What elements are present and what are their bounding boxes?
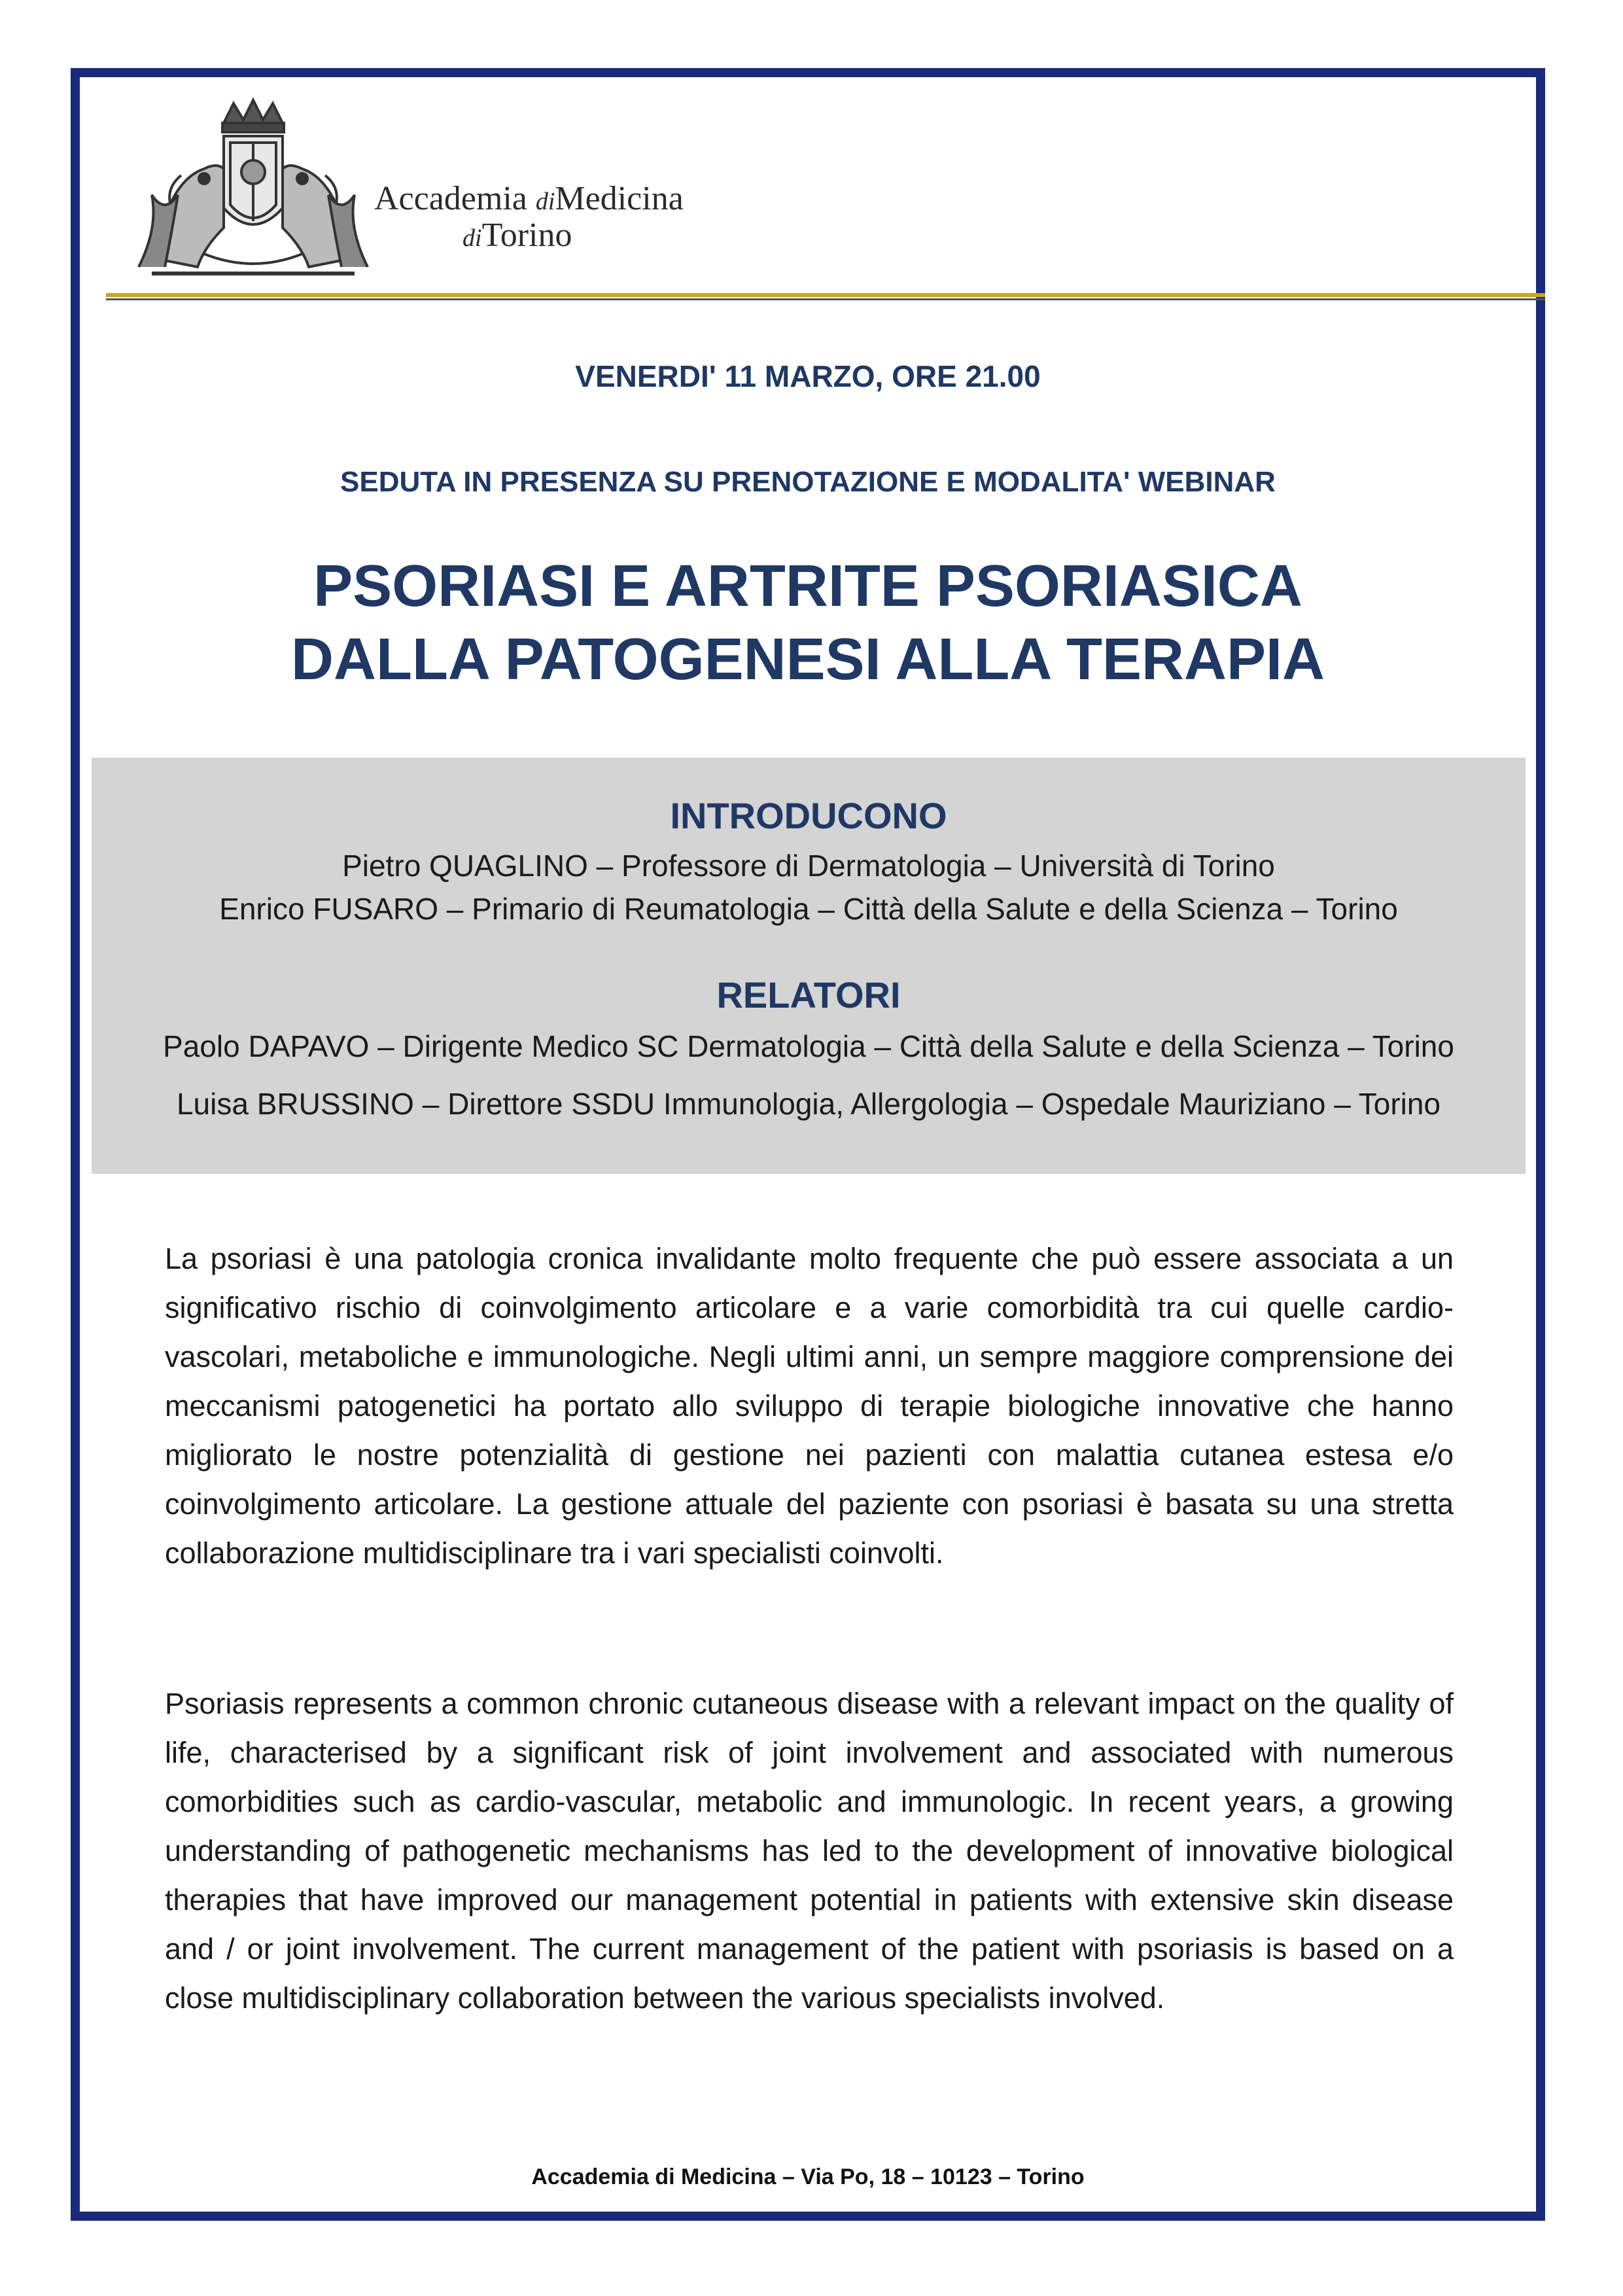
relatore-1: Paolo DAPAVO – Dirigente Medico SC Dermatologia – Città della Salute e della Scienza – Torino: [163, 1029, 1454, 1063]
logo-line-2: [462, 219, 684, 253]
logo-word-di: di: [535, 188, 555, 215]
abstract-english: Psoriasis represents a common chronic cutaneous disease with a relevant impact on the quality of life, characterised by a significant risk of joint involvement and associated with numerous comorbidities such as cardio-vascular, metabolic and immunologic. In recent years, a growing understanding of pathogenetic mechanisms has led to the development of innovative biological therapies that have improved our management potential in patients with extensive skin disease and / or joint involvement. The current management of the patient with psoriasis is based on a close multidisciplinary collaboration between the various specialists involved.: [165, 1687, 1454, 2015]
introducer-1: Pietro QUAGLINO – Professore di Dermatologia – Università di Torino: [342, 849, 1275, 883]
introducer-2: Enrico FUSARO – Primario di Reumatologia – Città della Salute e della Scienza – Torino: [219, 892, 1398, 926]
relatori-heading: RELATORI: [716, 974, 901, 1016]
event-date-time: VENERDI' 11 MARZO, ORE 21.00: [575, 359, 1041, 393]
coat-of-arms-icon: [126, 97, 381, 287]
abstract-italian: La psoriasi è una patologia cronica invalidante molto frequente che può essere associata a un significativo rischio di coinvolgimento articolare e a varie comorbidità tra cui quelle cardio-vascolari, metaboliche e immunologiche. Negli ultimi anni, un sempre maggiore comprensione dei meccanismi patogenetici ha portato allo sviluppo di terapie biologiche innovative che hanno migliorato le nostre potenzialità di gestione nei pazienti con malattia cutanea estesa e/o coinvolgimento articolare. La gestione attuale del paziente con psoriasi è basata su una stretta collaborazione multidisciplinare tra i vari specialisti coinvolti.: [165, 1242, 1454, 1570]
logo-line-1: [374, 182, 684, 216]
title-line-2: DALLA PATOGENESI ALLA TERAPIA: [290, 627, 1325, 692]
relatore-2: Luisa BRUSSINO – Direttore SSDU Immunologia, Allergologia – Ospedale Mauriziano – Torino: [176, 1087, 1441, 1121]
logo-word-di-2: di: [462, 224, 482, 252]
header-rule-gold: [106, 293, 1545, 297]
logo-word-medicina: Medicina: [555, 180, 684, 217]
page-frame: [71, 68, 1545, 2221]
page-title: [80, 550, 1536, 696]
introducono-heading: INTRODUCONO: [670, 795, 947, 836]
event-attendance-mode: SEDUTA IN PRESENZA SU PRENOTAZIONE E MODALITA' WEBINAR: [340, 466, 1276, 498]
logo-word-torino: Torino: [481, 217, 572, 254]
header-rule-dark: [106, 298, 1545, 300]
title-line-1: PSORIASI E ARTRITE PSORIASICA: [313, 554, 1302, 619]
logo-word-accademia: Accademia: [374, 180, 536, 217]
footer-address: Accademia di Medicina – Via Po, 18 – 10123 – Torino: [531, 2164, 1085, 2189]
speakers-panel: [92, 758, 1526, 1174]
header: [93, 97, 1532, 313]
institution-logo-text: [374, 182, 684, 253]
